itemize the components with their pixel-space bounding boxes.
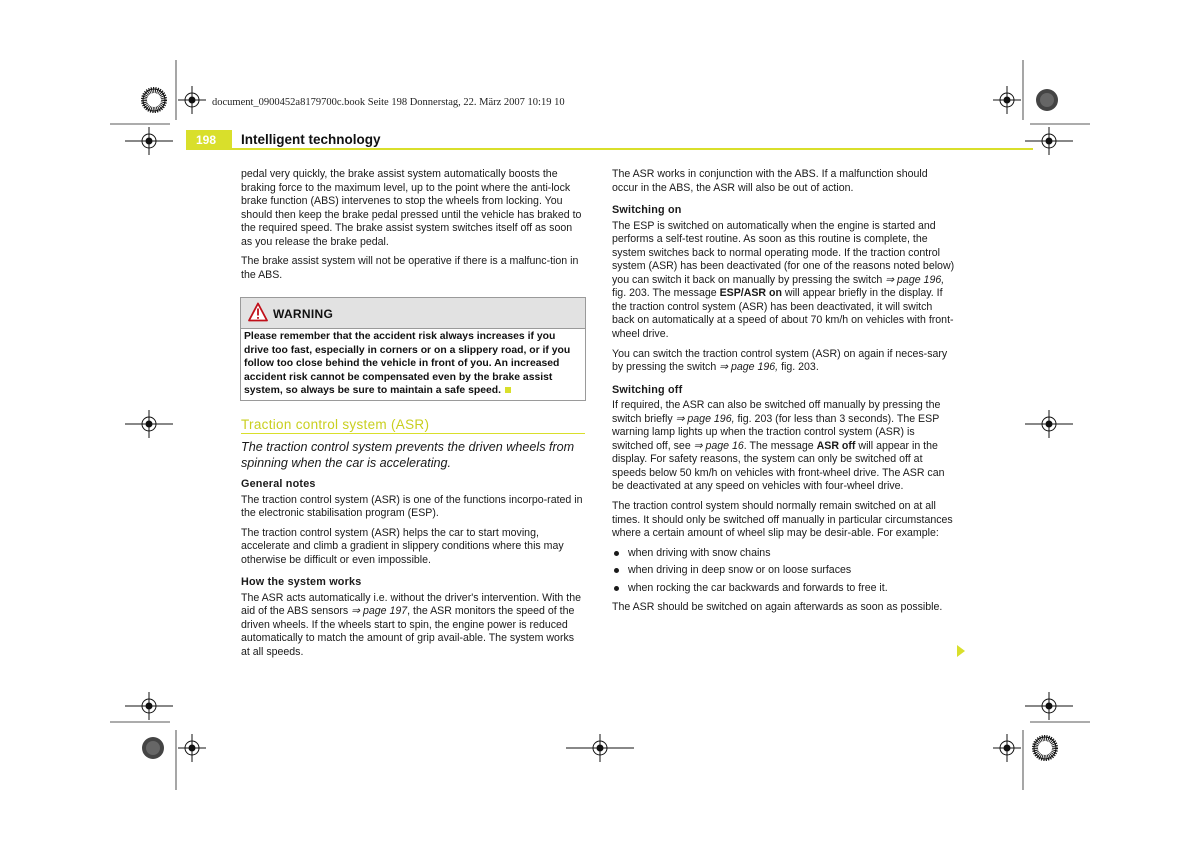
page-reference-link[interactable]: ⇒ page 197 — [351, 605, 408, 618]
paragraph — [612, 348, 956, 375]
paragraph — [612, 399, 956, 494]
continue-arrow-icon — [957, 645, 965, 657]
text-run: The ASR acts automatically i.e. without the driver's intervention. With the aid of the ABS sensors — [241, 591, 581, 618]
text-run: . The message — [743, 439, 817, 452]
page-reference-link[interactable]: ⇒ page 196, — [885, 273, 945, 286]
warning-header — [241, 298, 585, 329]
list-item: when driving with snow chains — [612, 547, 956, 561]
warning-box — [240, 297, 586, 401]
bullet-list — [612, 547, 956, 596]
text-run: The ESP is switched on automatically when the engine is started and performs a self-test routine. As soon as this routine is complete, the system switches back to normal operating mode. If the traction control system (ASR) has been deactivated (for one of the reasons noted below) you can switch it back on manually by pressing the switch — [612, 219, 955, 286]
text-run: fig. 203. The message — [612, 287, 720, 300]
asr-lead: The traction control system prevents the driven wheels from spinning when the car is accelerating. — [241, 440, 575, 470]
paragraph — [612, 220, 956, 342]
column-right — [612, 168, 956, 621]
general-notes-heading: General notes — [241, 478, 316, 490]
switching-on-heading: Switching on — [612, 204, 682, 217]
paragraph — [241, 592, 585, 660]
switching-off-heading: Switching off — [612, 383, 683, 396]
print-info: document_0900452a8179700c.book Seite 198 Donnerstag, 22. März 2007 10:19 10 — [212, 97, 565, 108]
column-left-bottom — [241, 478, 585, 666]
text-run: will appear briefly in the display. If the traction control system (ASR) has been deactivated, it will switch back on automatically at a speed of about 70 km/h on vehicles with front-wheel drive. — [612, 287, 954, 341]
text-run: , the ASR monitors the speed of the driven wheels. If the wheels start to spin, the engine power is reduced automatically to match the amount of grip avail-able. The system works at all speeds. — [241, 605, 575, 659]
page-reference-link[interactable]: ⇒ page 196, — [719, 361, 779, 374]
asr-section-title: Traction control system (ASR) — [241, 417, 430, 432]
paragraph: The ASR should be switched on again afterwards as soon as possible. — [612, 601, 943, 614]
paragraph: The traction control system (ASR) is one of the functions incorpo-rated in the electronic stabilisation program (ESP). — [241, 493, 583, 520]
page-number: 198 — [195, 133, 217, 147]
paragraph: The ASR works in conjunction with the ABS. If a malfunction should occur in the ABS, the ASR will also be out of action. — [612, 168, 928, 194]
header-rule — [186, 148, 1033, 150]
text-run: If required, the ASR can also be switched off manually by pressing the switch briefly — [612, 399, 941, 425]
asr-title-rule — [241, 433, 585, 434]
display-message: ASR off — [816, 439, 856, 452]
page-reference-link[interactable]: ⇒ page 16 — [693, 439, 744, 452]
text-run: You can switch the traction control system (ASR) on again if neces-sary by pressing the switch — [612, 347, 948, 374]
paragraph: The brake assist system will not be operative if there is a malfunc-tion in the ABS. — [241, 255, 579, 281]
list-item: when driving in deep snow or on loose surfaces — [612, 564, 956, 578]
page-reference-link[interactable]: ⇒ page 196, — [675, 412, 735, 425]
text-run: fig. 203. — [778, 361, 819, 374]
how-it-works-heading: How the system works — [241, 576, 362, 589]
paragraph: pedal very quickly, the brake assist system automatically boosts the braking force to the maximum level, up to the point where the anti-lock brake function (ABS) intervenes to stop the wheels from locking. You should then keep the brake pedal pressed until the vehicle has braked to the required speed. The brake assist system switches itself off as soon as you release the brake pedal. — [241, 168, 582, 248]
list-item: when rocking the car backwards and forwards to free it. — [612, 582, 956, 596]
paragraph: The traction control system should normally remain switched on at all times. It should only be switched off manually in particular circumstances where a certain amount of wheel slip may be desir-able. For example: — [612, 500, 953, 540]
warning-title: WARNING — [273, 307, 334, 321]
text-run: will appear in the display. For safety reasons, the system can only be switched off at speeds below 50 km/h on vehicles with front-wheel drive. The ASR can be deactivated at any speed on vehicles with four-wheel drive. — [612, 439, 945, 493]
text-run: fig. 203 (for less than 3 seconds). The ESP warning lamp lights up when the traction control system (ASR) is switched off, see — [612, 412, 940, 452]
display-message: ESP/ASR on — [719, 287, 782, 300]
end-of-section-marker — [505, 387, 511, 393]
paragraph: The traction control system (ASR) helps the car to start moving, accelerate and climb a gradient in slippery conditions where this may otherwise be difficult or even impossible. — [241, 526, 564, 566]
warning-triangle-icon — [248, 302, 268, 322]
warning-body — [241, 329, 585, 400]
section-title: Intelligent technology — [241, 132, 381, 147]
column-left-top — [241, 168, 585, 288]
warning-text: Please remember that the accident risk always increases if you drive too fast, especially in corners or on a slippery road, or if you follow too close behind the vehicle in front of you. An increased accident risk cannot be compensated even by the brake assist system, so always be sure to maintain a safe speed. — [244, 331, 571, 397]
